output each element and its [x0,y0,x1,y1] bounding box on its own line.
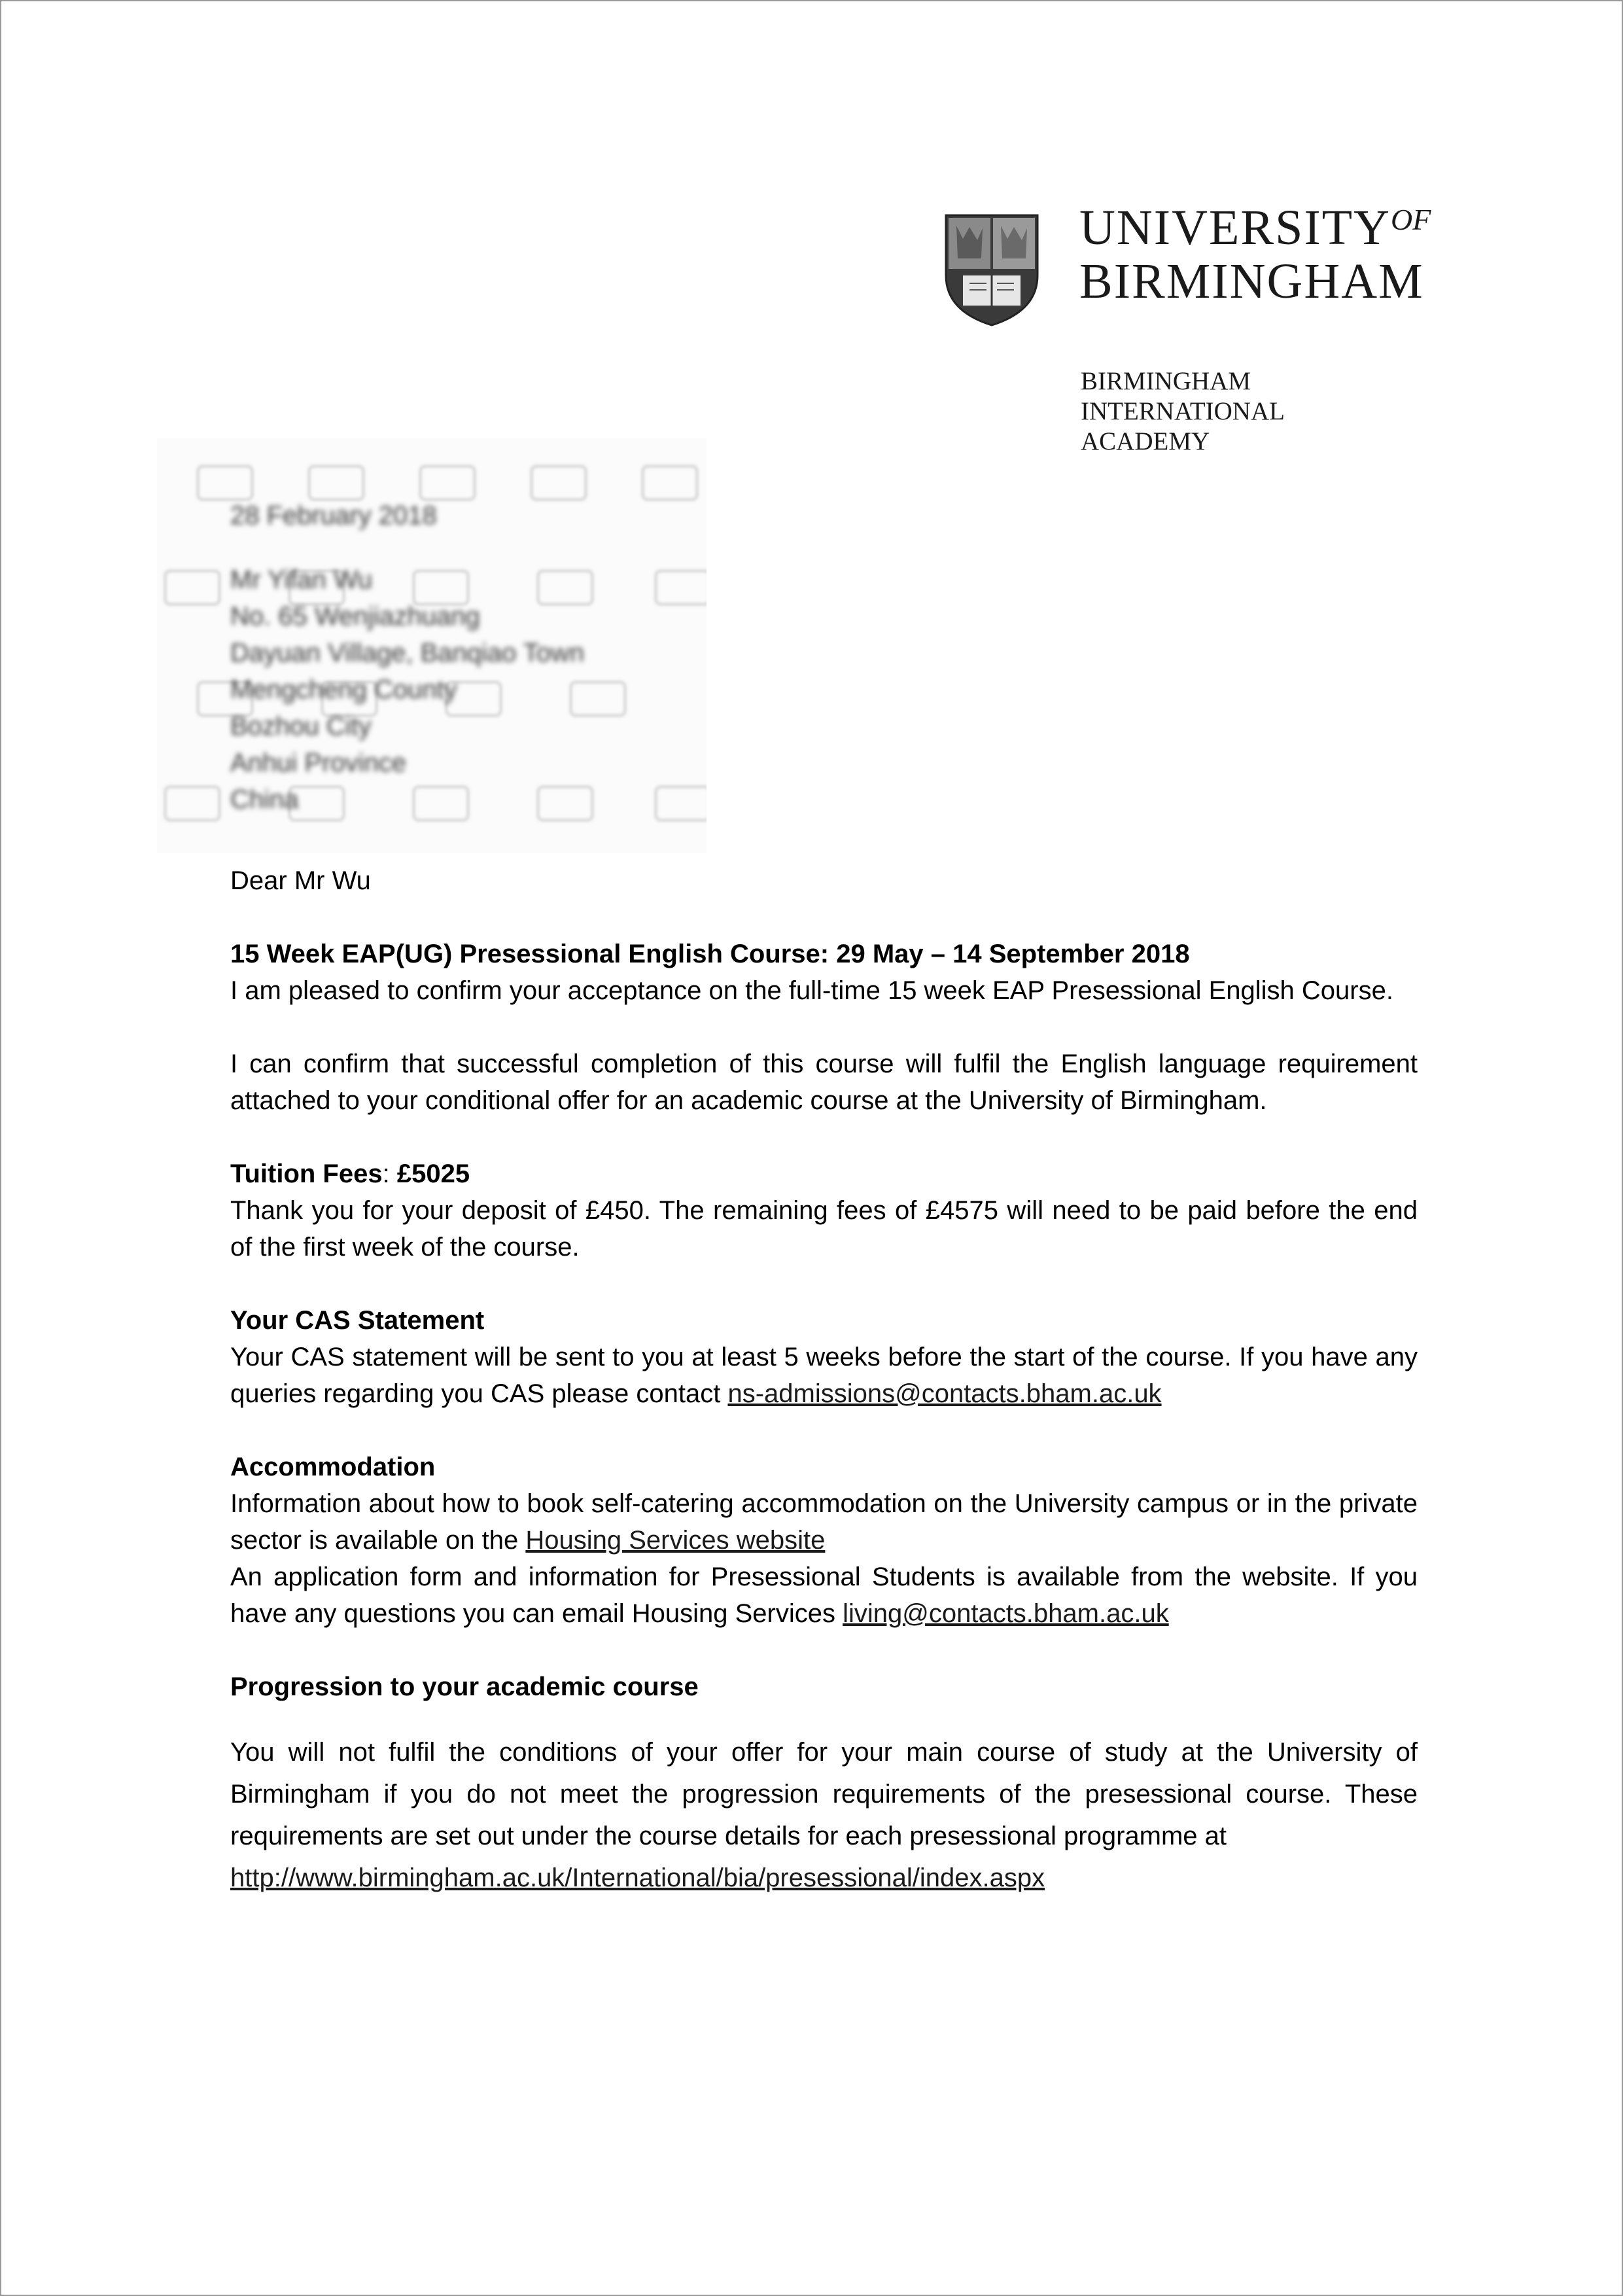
address-line: Mr Yifan Wu [230,565,373,594]
department-line: BIRMINGHAM [1081,367,1251,395]
housing-services-link[interactable]: Housing Services website [525,1526,826,1555]
progression-url-paragraph [230,1857,1418,1899]
address-line: Bozhou City [230,712,372,741]
acceptance-paragraph: I am pleased to confirm your acceptance on the full-time 15 week EAP Presessional English Course. [230,976,1393,1005]
accommodation-paragraph [230,1485,1418,1559]
address-line: Dayuan Village, Banqiao Town [230,639,585,667]
address-line: No. 65 Wenjiazhuang [230,602,480,631]
fees-amount: £5025 [396,1159,470,1188]
cas-paragraph [230,1339,1418,1412]
accommodation-paragraph-2 [230,1559,1418,1632]
cas-text: Your CAS statement will be sent to you at least 5 weeks before the start of the course. If you have any queries regarding you CAS please contact [230,1343,1418,1408]
address-line: China [230,785,299,814]
progression-paragraph: You will not fulfil the conditions of your offer for your main course of study at the University of Birmingham if you do not meet the progression requirements of the presessional course. These requirements are set out under the course details for each presessional programme at [230,1738,1418,1850]
recipient-address [230,497,584,818]
presessional-url-link[interactable]: http://www.birmingham.ac.uk/International/bia/presessional/index.aspx [230,1863,1045,1892]
letter-date: 28 February 2018 [230,501,437,530]
fees-paragraph: Thank you for your deposit of £450. The remaining fees of £4575 will need to be paid before the end of the first week of the course. [230,1196,1418,1262]
address-line: Mengcheng County [230,675,457,704]
department-line: INTERNATIONAL [1081,397,1285,425]
cas-email-link[interactable]: ns-admissions@contacts.bham.ac.uk [727,1379,1162,1408]
department-name [1081,366,1285,457]
cas-heading: Your CAS Statement [230,1306,485,1335]
accommodation-heading: Accommodation [230,1453,436,1481]
redacted-address-block [157,438,707,853]
salutation: Dear Mr Wu [230,866,371,895]
course-heading: 15 Week EAP(UG) Presessional English Course: 29 May – 14 September 2018 [230,940,1190,968]
accommodation-text-2: An application form and information for Presessional Students is available from the website. If you have any questions you can email Housing Services [230,1563,1418,1628]
department-line: ACADEMY [1081,427,1210,455]
university-wordmark [1079,200,1431,309]
fees-heading [230,1156,1418,1192]
living-email-link[interactable]: living@contacts.bham.ac.uk [843,1599,1169,1628]
fees-colon: : [382,1159,390,1188]
letter-body [230,862,1418,1899]
wordmark-university: UNIVERSITY [1079,200,1391,255]
address-line: Anhui Province [230,749,407,777]
progression-heading: Progression to your academic course [230,1672,699,1701]
accommodation-text: Information about how to book self-catering accommodation on the University campus or in the private sector is available on the [230,1489,1418,1555]
wordmark-of: OF [1390,203,1431,236]
university-crest-logo [943,213,1040,327]
completion-paragraph: I can confirm that successful completion of this course will fulfil the English language requirement attached to your conditional offer for an academic course at the University of Birmingham. [230,1050,1418,1115]
wordmark-birmingham: BIRMINGHAM [1079,254,1424,309]
fees-label: Tuition Fees [230,1159,383,1188]
